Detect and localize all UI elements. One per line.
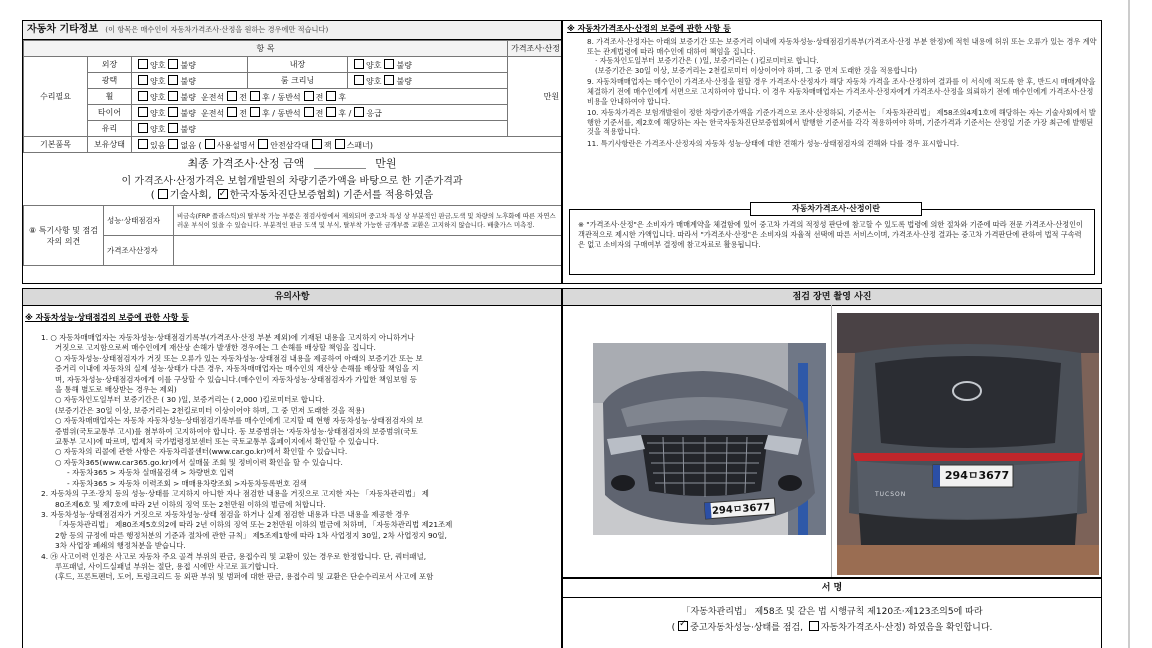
checkbox[interactable]	[227, 91, 237, 101]
notes-line: 「자동차관리법」 제80조제5호의2에 따라 2년 이하의 징역 또는 2천만원 이하의 벌금에 처하며, 「자동차관리법 제21조제	[55, 520, 453, 530]
scrollbar-track[interactable]	[1128, 0, 1130, 648]
photo-divider	[831, 305, 832, 578]
checkbox[interactable]	[168, 107, 178, 117]
checkbox[interactable]	[384, 59, 394, 69]
checkbox[interactable]	[138, 75, 148, 85]
row-options: 양호 불량	[348, 57, 508, 73]
checkbox[interactable]	[354, 107, 364, 117]
final-price-unit: 만원	[375, 157, 397, 170]
clause-9: 9. 자동차매매업자는 매수인이 가격조사·산정을 원할 경우 가격조사·산정자가 해당 자동차 가격을 조사·산정하여 결과를 이 서식에 적도록 한 후, 반드시 매매계약을 체결하기 전에 매수인에게 서면으로 고지하여야 합니다. 이 경우 자동차매매업자는 가격조사·산정자에게 가격조사·산정을 의뢰하기 전에 매수인에게 가격조사·산정 비용을 안내하여야 합니다.	[587, 77, 1096, 106]
standard-text	[23, 175, 561, 203]
row-options: 양호 불량 운전석 전 후 / 동반석 전 후	[132, 89, 508, 105]
notes-line: 4. ㉮ 사고이력 인정은 사고로 자동차 주요 골격 부위의 판금, 용접수리 및 교환이 있는 경우로 한정합니다. 단, 쿼터패널,	[41, 551, 427, 561]
row-label: 유리	[88, 121, 132, 137]
notes-line: ○ 자동차성능·상태점검자가 거짓 또는 오류가 있는 자동차성능·상태점검 내용을 제공하여 아래의 보증기간 또는 보	[55, 353, 423, 363]
notes-line: - 자동차365 > 자동차 이력조회 > 매매용차량조회 >자동차등록번호 검색	[67, 478, 307, 488]
checkbox[interactable]	[354, 59, 364, 69]
opinion-label: ⑧ 특기사항 및 점검자의 의견	[24, 206, 104, 266]
checkbox[interactable]	[138, 91, 148, 101]
notes-line: (후드, 프론트펜더, 도어, 트렁크리드 등 외판 부위 및 범퍼에 대한 판금, 용접수리 및 교환은 단순수리로서 사고에 포함	[55, 572, 434, 582]
checkbox[interactable]	[138, 123, 148, 133]
notes-panel	[22, 288, 562, 648]
checkbox[interactable]	[384, 75, 394, 85]
price-value: 만원	[508, 57, 562, 137]
notes-body	[23, 333, 561, 583]
notes-line: 3차 사업장 폐쇄의 행정처분을 받습니다.	[55, 541, 186, 551]
rear-plate-text: 294ㅁ3677	[944, 469, 1010, 482]
notes-line: - 자동차365 > 자동차 실매물검색 > 차량번호 입력	[67, 468, 234, 478]
row-label: 보유상태	[88, 137, 132, 153]
price-guarantee-panel	[562, 20, 1102, 284]
notes-line: 2. 자동차의 구조·장치 등의 성능·상태를 고지하지 아니한 자나 점검한 내용을 거짓으로 고지한 자는 「자동차관리법」 제	[41, 489, 429, 499]
other-info-title: 자동차 기타정보	[27, 24, 99, 35]
notes-line: (보증기간은 30일 이상, 보증거리는 2천킬로미터 이상이어야 하며, 그 중 먼저 도래한 것을 적용)	[55, 405, 365, 415]
signature-panel	[562, 578, 1102, 648]
price-guarantee-title: ※ 자동차가격조사·산정의 보증에 관한 사항 등	[567, 24, 731, 33]
final-price-field[interactable]	[314, 154, 366, 169]
other-info-table	[23, 40, 562, 153]
checkbox[interactable]	[168, 59, 178, 69]
clause-11: 11. 특기사항란은 가격조사·산정자의 자동차 성능·상태에 대한 견해가 성능·상태점검자의 견해와 다를 경우 표시합니다.	[587, 138, 960, 148]
checkbox[interactable]	[168, 123, 178, 133]
notes-line: 거짓으로 고지함으로써 매수인에게 재산상 손해가 발생한 경우에는 그 손해를 배상할 책임을 집니다.	[55, 343, 376, 353]
notes-line: 을 통해 별도로 배상받는 경우는 제외)	[55, 385, 177, 395]
checkbox[interactable]	[168, 91, 178, 101]
checkbox[interactable]	[250, 91, 260, 101]
clause-8: 8. 가격조사·산정자는 아래의 보증기간 또는 보증거리 이내에 자동차성능·상태점검기록부(가격조사·산정 부분 한정)에 적힌 내용에 허위 또는 오류가 있는 경우 계약 또는 관계법령에 따라 매수인에 대하여 책임을 집니다.	[587, 37, 1097, 56]
row-mid-label: 내장	[248, 57, 348, 73]
notes-title: ※ 자동차성능·상태점검의 보증에 관한 사항 등	[25, 313, 189, 322]
notes-line: 80조제6호 및 제7호에 따라 2년 이하의 징역 또는 2천만원 이하의 벌금에 처합니다.	[55, 499, 326, 509]
checkbox[interactable]	[250, 107, 260, 117]
notes-line: 증범위(국토교통부 고시)를 첨부하여 고지하여야 합니다. 동 보증범위는 '자동차성능·상태점검자의 보증범위(국토	[55, 426, 418, 436]
notes-line: 증거리 이내에 자동차의 실제 성능·상태가 다른 경우, 자동차매매업자는 매수인의 재산상 손해를 배상할 책임을 지	[55, 364, 419, 374]
final-price-label: 최종 가격조사·산정 금액	[187, 157, 305, 170]
signature-header: 서 명	[563, 579, 1101, 598]
row-label: 광택	[88, 73, 132, 89]
row-options: 있음 없음 ( 사용설명서 안전삼각대 잭 스패너)	[132, 137, 563, 153]
checkbox[interactable]	[304, 91, 314, 101]
notes-line: ○ 자동차365(www.car365.go.kr)에서 실매물 조회 및 정비이력 확인을 할 수 있습니다.	[55, 457, 343, 467]
checkbox-price-appraisal[interactable]	[809, 621, 819, 631]
checkbox[interactable]	[205, 139, 215, 149]
checkbox[interactable]	[304, 107, 314, 117]
opinion-appraiser-text	[174, 236, 563, 266]
header-price: 가격조사·산정	[508, 41, 562, 57]
signature-line-1: 「자동차관리법」 제58조 및 같은 법 시행규칙 제120조·제123조의5에 따라	[681, 607, 983, 617]
checkbox[interactable]	[326, 107, 336, 117]
row-options: 양호 불량	[348, 73, 508, 89]
other-info-note: (이 항목은 매수인이 자동차가격조사·산정을 원하는 경우에만 적습니다)	[105, 25, 329, 34]
price-guarantee-text	[567, 37, 1097, 149]
appraisal-definition-text: ※ "가격조사·산정"은 소비자가 매매계약을 체결함에 있어 중고차 가격의 적정성 판단에 참고할 수 있도록 법령에 의한 절차와 기준에 따라 전문 가격조사·산정인이 객관적으로 제시한 가액입니다. 따라서 "가격조사·산정"은 소비자의 자율적 선택에 따른 서비스이며, 가격조사·산정 결과는 중고차 가격판단에 관하여 법적 구속력은 없고 소비자의 구매여부 결정에 참고자료로 활용됩니다.	[578, 220, 1083, 249]
row-options: 양호 불량	[132, 73, 248, 89]
notes-line: ○ 자동차의 리콜에 관한 사항은 자동차리콜센터(www.car.go.kr)에서 확인할 수 있습니다.	[55, 447, 348, 457]
photo-header: 점검 장면 촬영 사진	[563, 289, 1101, 306]
notes-line: 1. ○ 자동차매매업자는 자동차성능·상태점검기록부(가격조사·산정 부분 제외)에 기재된 내용을 고지하지 아니하거나	[41, 333, 415, 342]
clause-8c: (보증기간은 30일 이상, 보증거리는 2천킬로미터 이상이어야 하며, 그 중 먼저 도래한 것을 적용합니다)	[595, 65, 918, 75]
row-label: 타이어	[88, 105, 132, 121]
row-options: 양호 불량 운전석 전 후 / 동반석 전 후 / 응급	[132, 105, 508, 121]
row-label: 휠	[88, 89, 132, 105]
opinion-table	[23, 205, 562, 266]
front-car-photo	[593, 343, 826, 535]
opinion-inspector: 성능·상태점검자	[104, 206, 174, 236]
final-price-row	[23, 153, 561, 175]
checkbox[interactable]	[227, 107, 237, 117]
front-plate-text: 294ㅁ3677	[711, 501, 771, 518]
group-basic: 기본품목	[24, 137, 88, 153]
notes-line: 루프패널, 사이드실패널 부위는 절단, 용접 시에만 사고로 표기합니다.	[55, 561, 279, 571]
header-items: 항 목	[24, 41, 508, 57]
checkbox[interactable]	[138, 59, 148, 69]
checkbox[interactable]	[138, 139, 148, 149]
row-mid-label: 룸 크리닝	[248, 73, 348, 89]
notes-line: 며, 자동차성능·상태점검자에게 이를 구상할 수 있습니다.(매수인이 자동차성능·상태점검자가 가입한 책임보험 등	[55, 374, 417, 384]
row-label: 외장	[88, 57, 132, 73]
checkbox[interactable]	[258, 139, 268, 149]
opinion-inspector-text: 비금속(FRP 플라스틱)의 탈부착 가능 부품은 점검사항에서 제외되며 중고차 특성 상 부분적인 판금,도색 및 차량의 노후화에 따른 자연스러운 부식이 있을 수 있습니다. 부분적인 판금 도색 및 부식, 탈부착 가능한 금개부품 교환은 고지하지 않습니다. 배출가스 미측정.	[174, 206, 563, 236]
group-repair: 수리필요	[24, 57, 88, 137]
standard-line-2: ( 기술사회, ✓ 한국자동차진단보증협회) 기준서를 적용하였음	[23, 189, 561, 203]
appraisal-definition-title: 자동차가격조사·산정이란	[750, 202, 922, 216]
clause-8b: · 자동차인도일부터 보증기간은 ( )일, 보증거리는 ( )킬로미터로 합니다.	[595, 56, 819, 66]
notes-header: 유의사항	[23, 289, 561, 306]
checkbox-kaida[interactable]	[218, 189, 228, 199]
vehicle-other-info-panel	[22, 20, 562, 284]
checkbox[interactable]	[354, 75, 364, 85]
rear-car-illustration	[837, 313, 1099, 575]
rear-car-photo	[837, 313, 1099, 575]
checkbox-performance-check[interactable]	[678, 621, 688, 631]
row-options: 양호 불량	[132, 121, 508, 137]
opinion-appraiser: 가격조사산정자	[104, 236, 174, 266]
appraisal-definition-box	[569, 204, 1095, 275]
row-options: 양호 불량	[132, 57, 248, 73]
rear-model-badge: TUCSON	[875, 491, 907, 498]
signature-line-2: (✓ 중고자동차성능·상태를 점검, 자동차가격조사·산정) 하였음을 확인합니다.	[563, 620, 1101, 633]
checkbox-technical-society[interactable]	[158, 189, 168, 199]
photo-panel	[562, 288, 1102, 578]
notes-line: 교통부 고시)에 따르며, 법제처 국가법령정보센터 또는 국토교통부 홈페이지에서 확인할 수 있습니다.	[55, 437, 379, 447]
clause-10: 10. 자동차가격은 보험개발원이 정한 차량기준가액을 기준가격으로 조사·산정하되, 기준서는 「자동차관리법」 제58조의4제1호에 해당하는 자는 기술사회에서 발행한 기준서를, 제2호에 해당하는 자는 한국자동차진단보증협회에서 발행한 기준서를 각각 적용하여야 하며, 기준가격과 기준서는 산정일 기준 가장 최근에 발행된 것을 적용합니다.	[587, 108, 1096, 137]
notes-line: ○ 자동차매매업자는 자동차 자동차성능·상태점검기록부를 매수인에게 고지할 때 현행 자동차성능·상태점검자의 보	[55, 416, 423, 426]
checkbox[interactable]	[168, 75, 178, 85]
notes-line: 3. 자동차성능·상태점검자가 거짓으로 자동차성능·상태 점검을 하거나 실제 점검한 내용과 다른 내용을 제공한 경우	[41, 509, 410, 519]
checkbox[interactable]	[326, 91, 336, 101]
standard-line-1: 이 가격조사·산정가격은 보험개발원의 차량기준가액을 바탕으로 한 기준가격과	[121, 176, 463, 187]
checkbox[interactable]	[138, 107, 148, 117]
other-info-title-bar	[23, 21, 561, 40]
notes-line: 2항 등의 규정에 따른 행정처분의 기준과 절차에 관한 규칙」 제5조제1항에 따라 1차 사업정지 30일, 2차 사업정지 90일,	[55, 530, 447, 540]
checkbox[interactable]	[168, 139, 178, 149]
notes-line: ○ 자동차인도일부터 보증기간은 ( 30 )일, 보증거리는 ( 2,000 )킬로미터로 합니다.	[55, 395, 325, 405]
checkbox[interactable]	[335, 139, 345, 149]
checkbox[interactable]	[312, 139, 322, 149]
